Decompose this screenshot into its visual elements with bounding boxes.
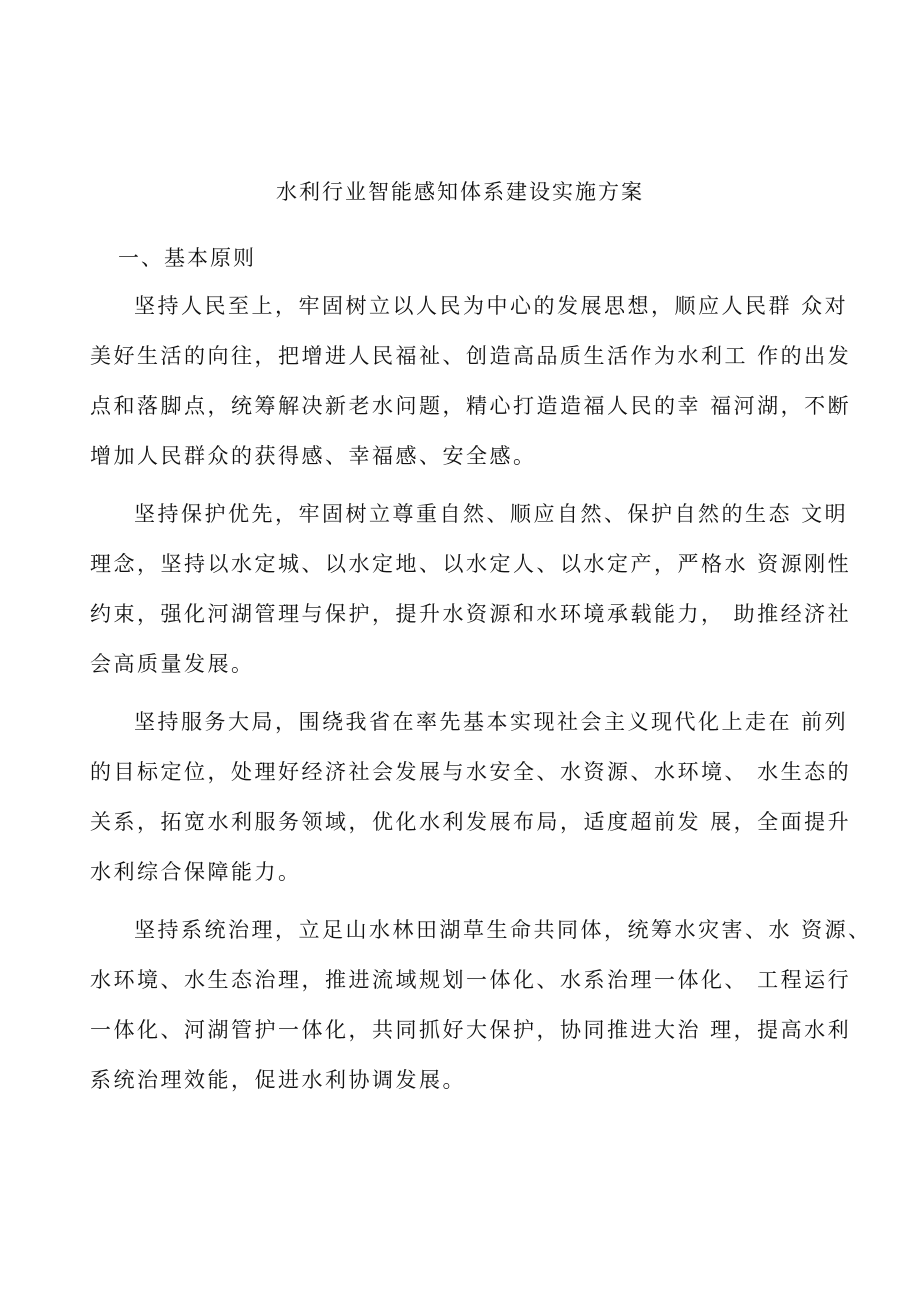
paragraph-2-line-2: 理念，坚持以水定城、以水定地、以水定人、以水定产，严格水 资源刚性 [90, 552, 852, 576]
paragraph-1-line-3: 点和落脚点，统筹解决新老水问题，精心打造造福人民的幸 福河湖，不断 [90, 394, 852, 418]
paragraph-3-line-2: 的目标定位，处理好经济社会发展与水安全、水资源、水环境、 水生态的 [90, 760, 852, 784]
paragraph-4-line-2: 水环境、水生态治理，推进流域规划一体化、水系治理一体化、 工程运行 [90, 968, 852, 992]
paragraph-2-line-1: 坚持保护优先，牢固树立尊重自然、顺应自然、保护自然的生态 文明 [134, 502, 849, 526]
document-title: 水利行业智能感知体系建设实施方案 [276, 180, 644, 204]
paragraph-3-line-4: 水利综合保障能力。 [90, 860, 302, 884]
paragraph-3-line-1: 坚持服务大局，围绕我省在率先基本实现社会主义现代化上走在 前列 [134, 710, 849, 734]
paragraph-1-line-4: 增加人民群众的获得感、幸福感、安全感。 [90, 444, 537, 468]
paragraph-2-line-3: 约束，强化河湖管理与保护，提升水资源和水环境承载能力， 助推经济社 [90, 602, 852, 626]
section-heading: 一、基本原则 [118, 246, 256, 270]
paragraph-4-line-4: 系统治理效能，促进水利协调发展。 [90, 1068, 466, 1092]
paragraph-1-line-1: 坚持人民至上，牢固树立以人民为中心的发展思想，顺应人民群 众对 [134, 294, 849, 318]
paragraph-4-line-1: 坚持系统治理，立足山水林田湖草生命共同体，统筹水灾害、水 资源、 [134, 918, 872, 942]
paragraph-1-line-2: 美好生活的向往，把增进人民福祉、创造高品质生活作为水利工 作的出发 [90, 344, 852, 368]
paragraph-2-line-4: 会高质量发展。 [90, 652, 255, 676]
paragraph-4-line-3: 一体化、河湖管护一体化，共同抓好大保护，协同推进大治 理，提高水利 [90, 1018, 852, 1042]
paragraph-3-line-3: 关系，拓宽水利服务领域，优化水利发展布局，适度超前发 展，全面提升 [90, 810, 852, 834]
